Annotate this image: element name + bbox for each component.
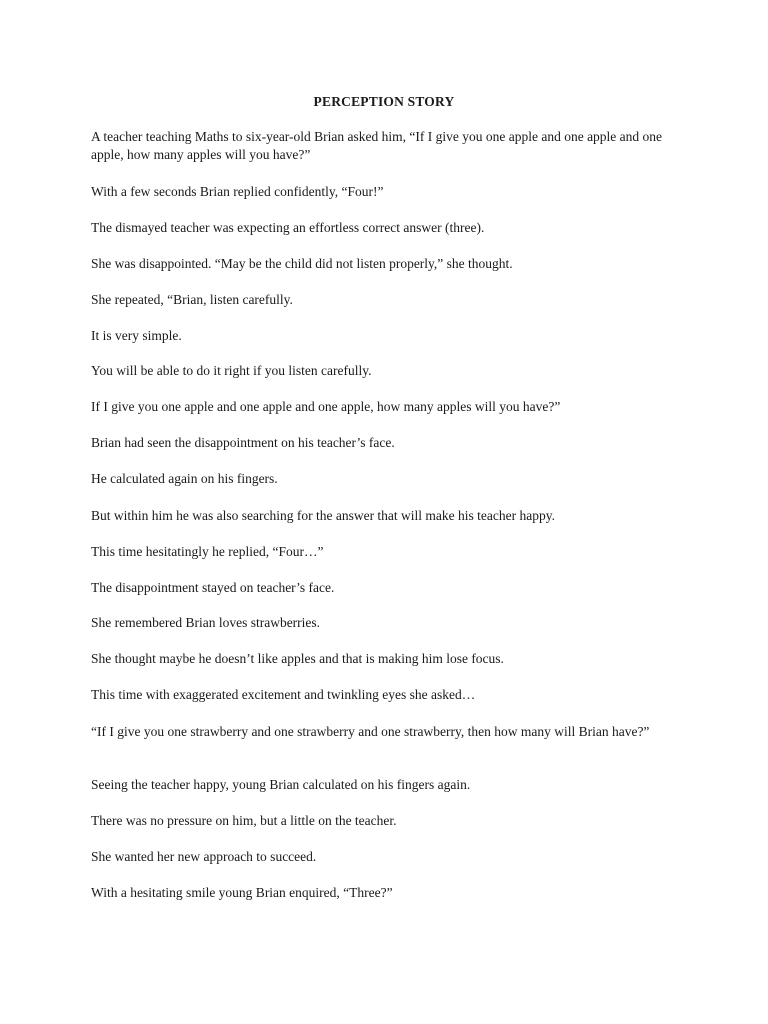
paragraph: He calculated again on his fingers. [91,471,278,486]
paragraph: There was no pressure on him, but a little on the teacher. [91,813,397,828]
document-title: PERCEPTION STORY [313,94,455,109]
paragraph: It is very simple. [91,328,182,343]
paragraph: With a hesitating smile young Brian enquired, “Three?” [91,885,393,900]
paragraph: She was disappointed. “May be the child did not listen properly,” she thought. [91,256,513,271]
paragraph: This time hesitatingly he replied, “Four…” [91,544,324,559]
paragraph: “If I give you one strawberry and one strawberry and one strawberry, then how many will Brian have?” [91,724,650,739]
paragraph: She wanted her new approach to succeed. [91,849,317,864]
paragraph: A teacher teaching Maths to six-year-old Brian asked him, “If I give you one apple and one apple and one apple, how many apples will you have?” [91,129,663,162]
paragraph: You will be able to do it right if you listen carefully. [91,363,372,378]
paragraph: With a few seconds Brian replied confidently, “Four!” [91,184,384,199]
paragraph: She thought maybe he doesn’t like apples and that is making him lose focus. [91,651,504,666]
paragraph: But within him he was also searching for the answer that will make his teacher happy. [91,508,555,523]
paragraph: Brian had seen the disappointment on his teacher’s face. [91,435,395,450]
paragraph: If I give you one apple and one apple and one apple, how many apples will you have?” [91,399,561,414]
paragraph: This time with exaggerated excitement and twinkling eyes she asked… [91,687,476,702]
paragraph: The disappointment stayed on teacher’s face. [91,580,335,595]
paragraph: She repeated, “Brian, listen carefully. [91,292,293,307]
paragraph: Seeing the teacher happy, young Brian calculated on his fingers again. [91,777,471,792]
paragraph: The dismayed teacher was expecting an effortless correct answer (three). [91,220,485,235]
paragraph: She remembered Brian loves strawberries. [91,615,321,630]
